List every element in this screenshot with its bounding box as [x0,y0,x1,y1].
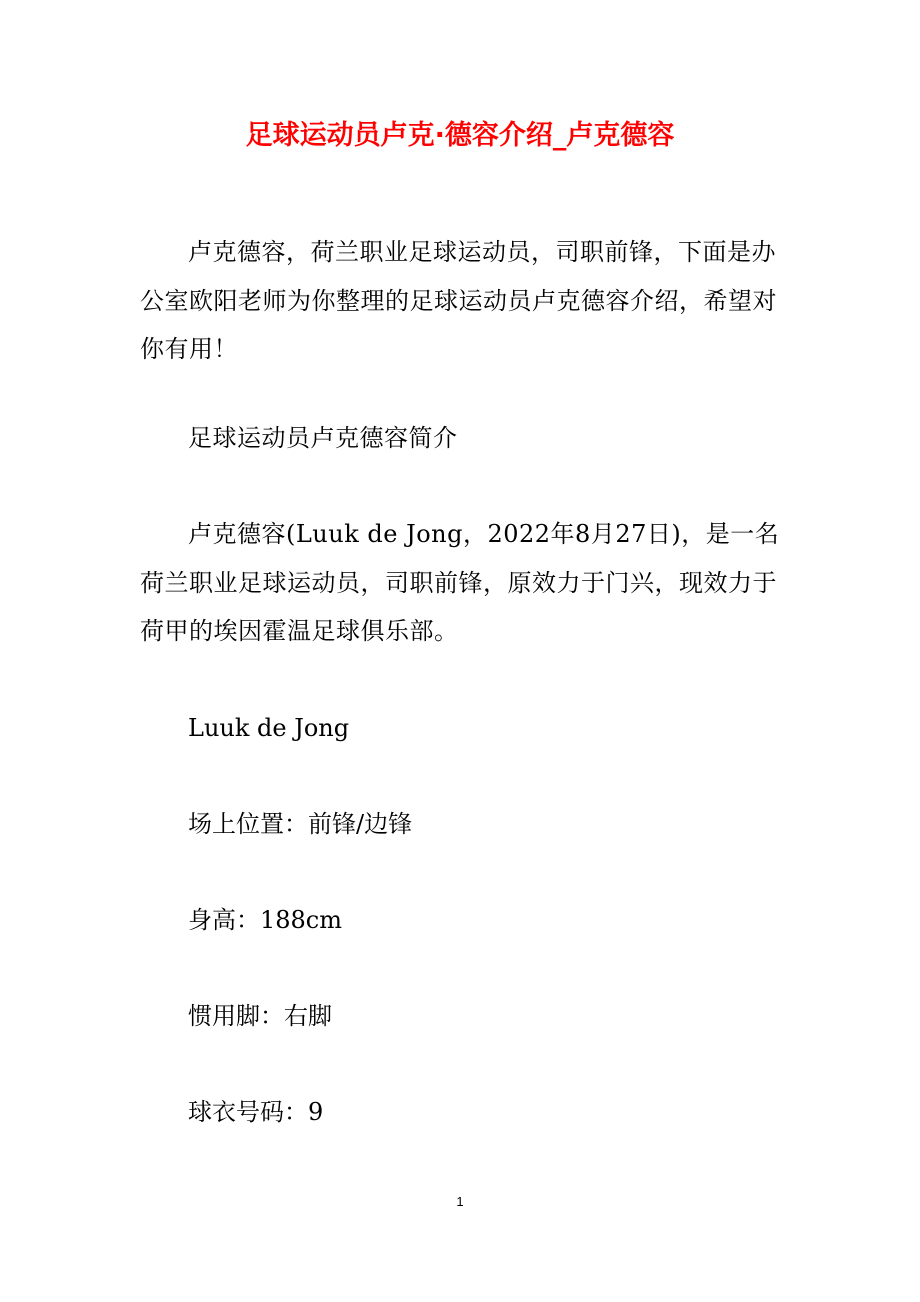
player-foot: 惯用脚：右脚 [188,1002,332,1030]
section-heading: 足球运动员卢克德容简介 [188,424,458,452]
document-title: 足球运动员卢克·德容介绍_卢克德容 [245,120,675,151]
player-name: Luuk de Jong [188,714,350,742]
player-position: 场上位置：前锋/边锋 [188,810,413,838]
intro-paragraph: 卢克德容，荷兰职业足球运动员，司职前锋，下面是办公室欧阳老师为你整理的足球运动员卢克德容介绍，希望对你有用！ [140,238,777,363]
player-height: 身高：188cm [188,906,343,934]
player-jersey: 球衣号码：9 [188,1098,324,1126]
page-number: 1 [456,1194,464,1209]
bio-paragraph: 卢克德容(Luuk de Jong，2022年8月27日)，是一名荷兰职业足球运动员，司职前锋，原效力于门兴，现效力于荷甲的埃因霍温足球俱乐部。 [140,520,780,645]
